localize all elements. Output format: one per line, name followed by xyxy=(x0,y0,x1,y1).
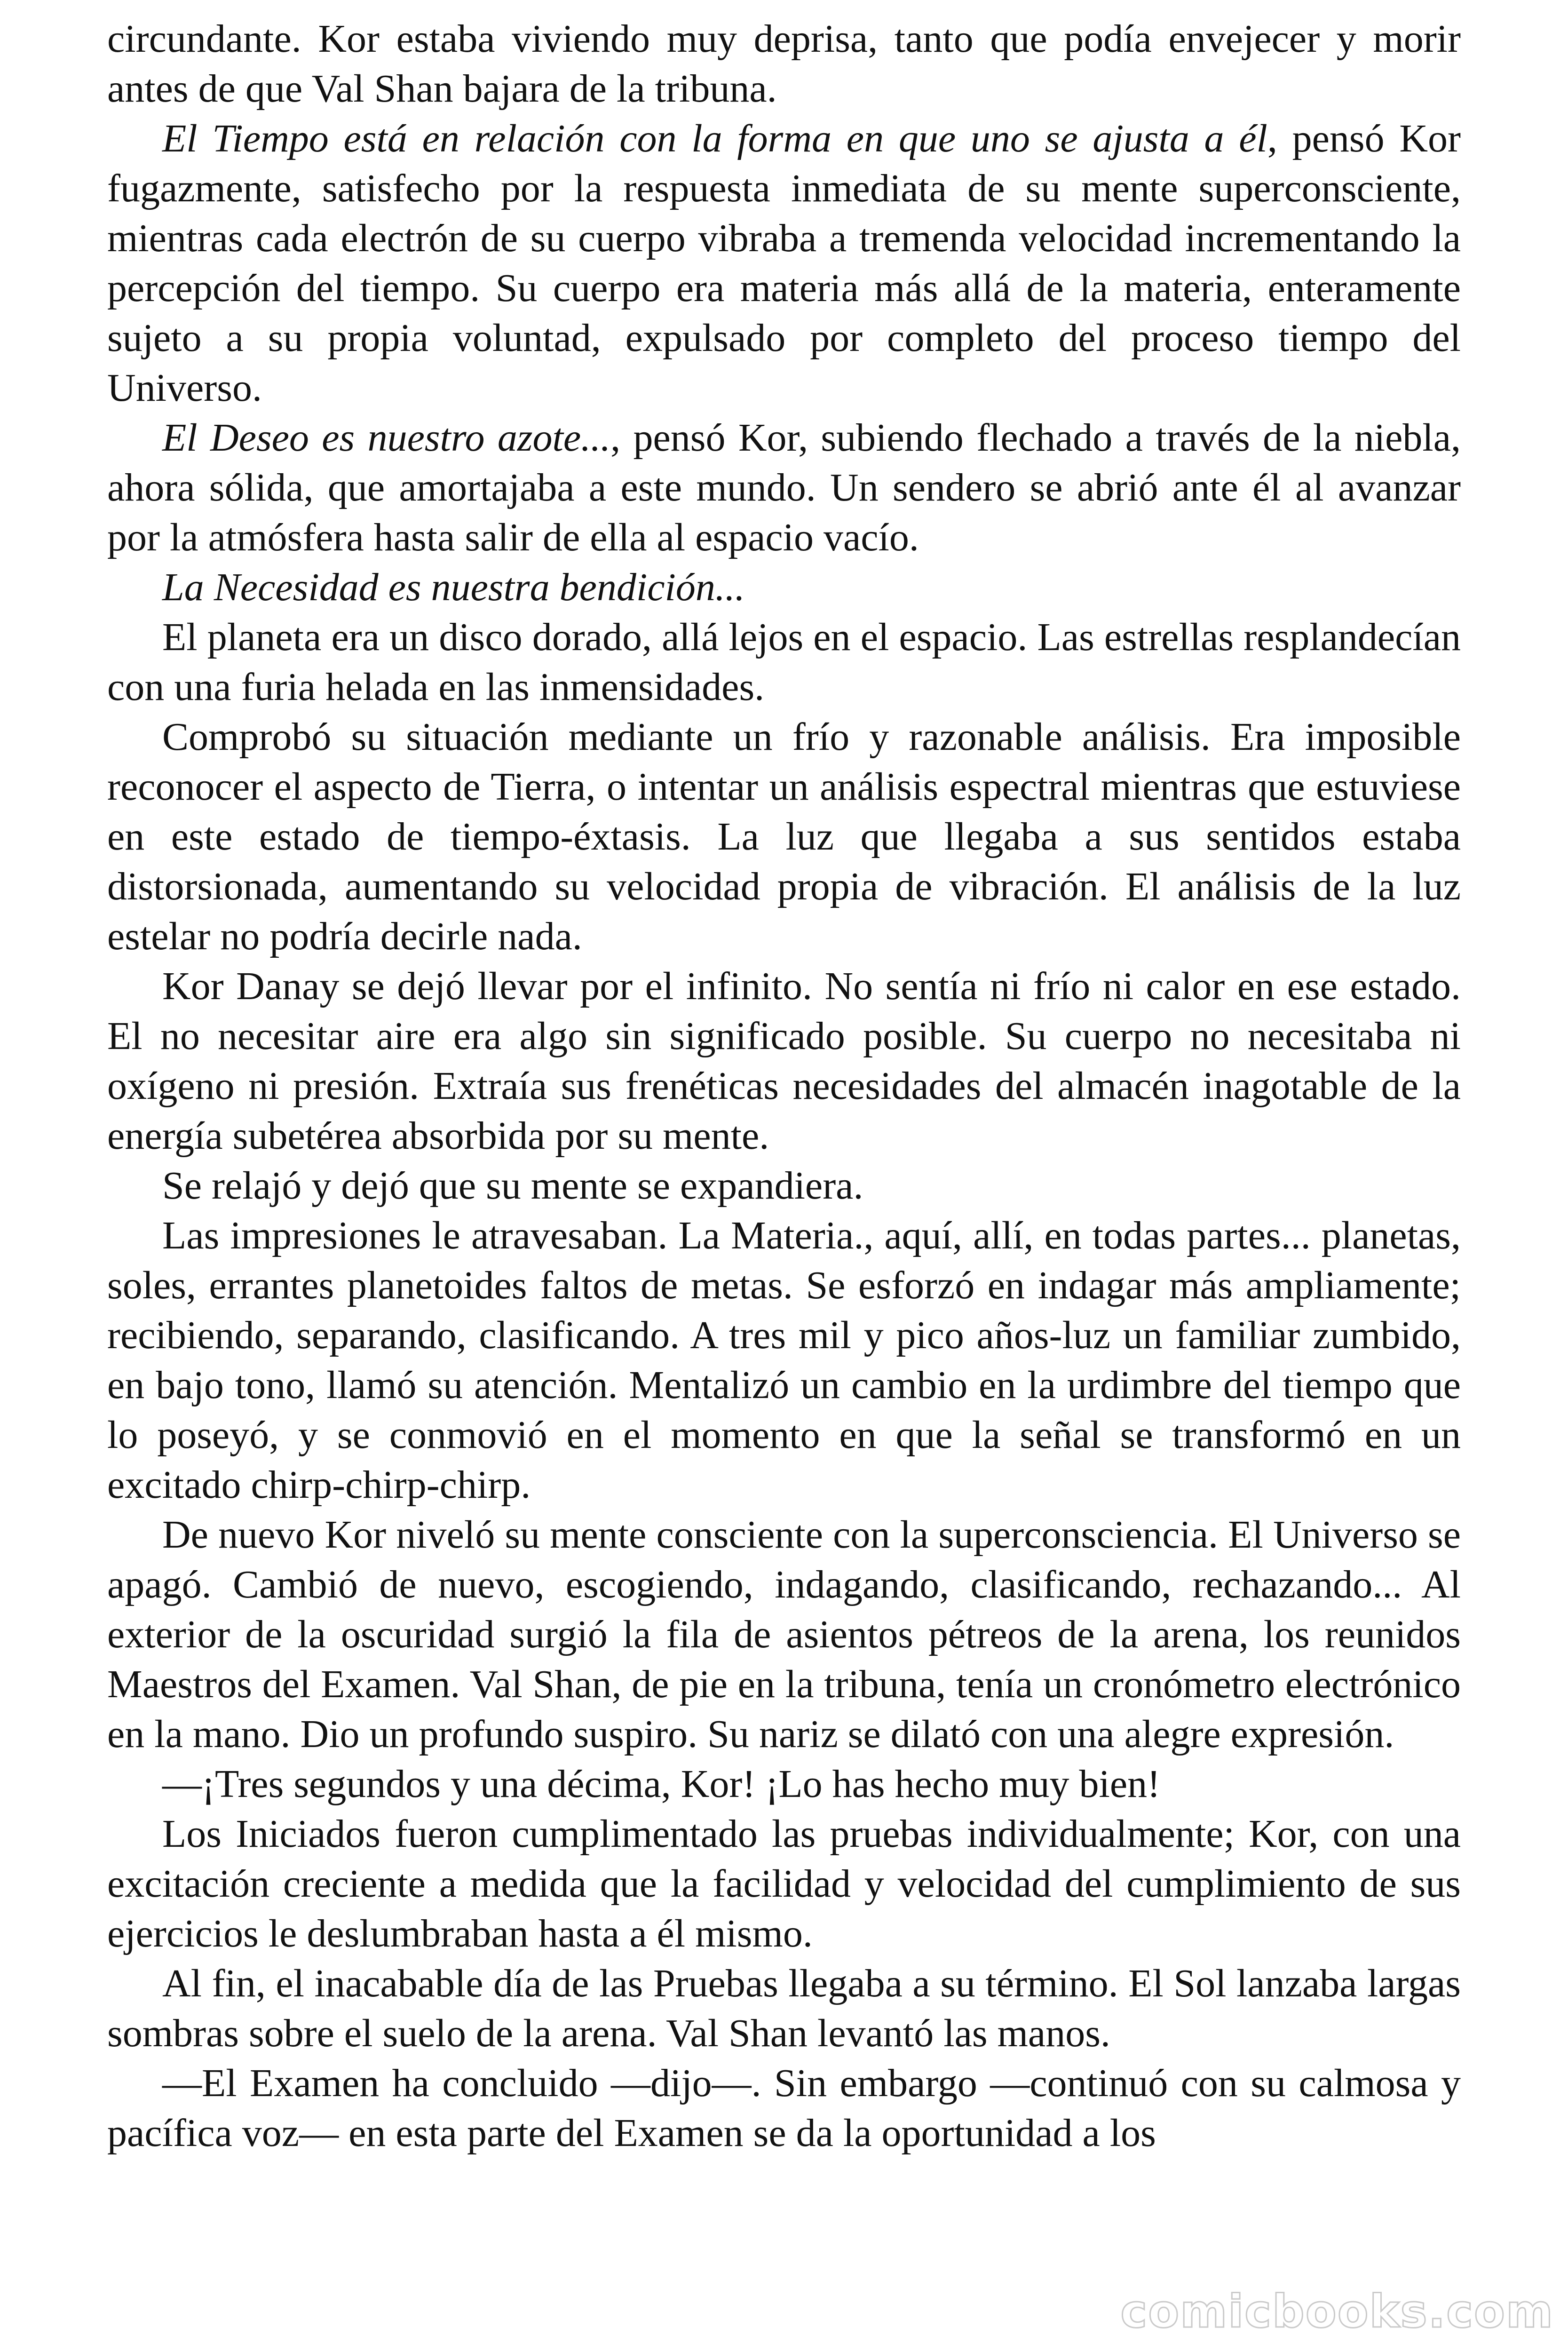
text-run: —¡Tres segundos y una décima, Kor! ¡Lo has hecho muy bien! xyxy=(162,1762,1161,1806)
paragraph xyxy=(107,712,1461,961)
text-run: Se relajó y dejó que su mente se expandiera. xyxy=(162,1164,863,1208)
paragraph xyxy=(107,413,1461,563)
paragraph xyxy=(107,1959,1461,2058)
book-page xyxy=(107,14,1461,2158)
text-run: , pensó Kor, subiendo flechado a través de la niebla, ahora sólida, que amortajaba a este mundo. Un sendero se abrió ante él al avanzar por la atmósfera hasta salir de ella al espacio vacío. xyxy=(107,416,1461,559)
italic-text-run: La Necesidad es nuestra bendición... xyxy=(162,565,745,609)
paragraph xyxy=(107,1809,1461,1959)
text-run: Comprobó su situación mediante un frío y razonable análisis. Era imposible reconocer el aspecto de Tierra, o intentar un análisis espectral mientras que estuviese en este estado de tiempo-éxtasis. La luz que llegaba a sus sentidos estaba distorsionada, aumentando su velocidad propia de vibración. El análisis de la luz estelar no podría decirle nada. xyxy=(107,715,1461,958)
italic-text-run: El Tiempo está en relación con la forma en que uno se ajusta a él xyxy=(162,117,1267,160)
paragraph xyxy=(107,1211,1461,1510)
page-text-body xyxy=(107,14,1461,2158)
paragraph xyxy=(107,1510,1461,1759)
text-run: De nuevo Kor niveló su mente consciente con la superconsciencia. El Universo se apagó. Cambió de nuevo, escogiendo, indagando, clasificando, rechazando... Al exterior de la oscuridad surgió la fila de asientos pétreos de la arena, los reunidos Maestros del Examen. Val Shan, de pie en la tribuna, tenía un cronómetro electrónico en la mano. Dio un profundo suspiro. Su nariz se dilató con una alegre expresión. xyxy=(107,1513,1461,1756)
paragraph xyxy=(107,612,1461,712)
paragraph xyxy=(107,14,1461,114)
text-run: Al fin, el inacabable día de las Pruebas llegaba a su término. El Sol lanzaba largas sombras sobre el suelo de la arena. Val Shan levantó las manos. xyxy=(107,1962,1461,2055)
paragraph xyxy=(107,114,1461,413)
text-run: Los Iniciados fueron cumplimentado las pruebas individualmente; Kor, con una excitación creciente a medida que la facilidad y velocidad del cumplimiento de sus ejercicios le deslumbraban hasta a él mismo. xyxy=(107,1812,1461,1955)
paragraph xyxy=(107,2058,1461,2158)
paragraph xyxy=(107,1759,1461,1809)
paragraph xyxy=(107,961,1461,1161)
text-run: , pensó Kor fugazmente, satisfecho por la respuesta inmediata de su mente superconsciente, mientras cada electrón de su cuerpo vibraba a tremenda velocidad incrementando la percepción del tiempo. Su cuerpo era materia más allá de la materia, enteramente sujeto a su propia voluntad, expulsado por completo del proceso tiempo del Universo. xyxy=(107,117,1461,410)
text-run: —El Examen ha concluido —dijo—. Sin embargo —continuó con su calmosa y pacífica voz— en esta parte del Examen se da la oportunidad a los xyxy=(107,2061,1461,2155)
text-run: circundante. Kor estaba viviendo muy deprisa, tanto que podía envejecer y morir antes de que Val Shan bajara de la tribuna. xyxy=(107,17,1461,111)
text-run: El planeta era un disco dorado, allá lejos en el espacio. Las estrellas resplandecían con una furia helada en las inmensidades. xyxy=(107,615,1461,709)
text-run: Las impresiones le atravesaban. La Materia., aquí, allí, en todas partes... planetas, soles, errantes planetoides faltos de metas. Se esforzó en indagar más ampliamente; recibiendo, separando, clasificando. A tres mil y pico años-luz un familiar zumbido, en bajo tono, llamó su atención. Mentalizó un cambio en la urdimbre del tiempo que lo poseyó, y se conmovió en el momento en que la señal se transformó en un excitado chirp-chirp-chirp. xyxy=(107,1214,1461,1507)
paragraph xyxy=(107,1161,1461,1211)
watermark-logo: comicbooks.com xyxy=(1120,2285,1554,2338)
italic-text-run: El Deseo es nuestro azote... xyxy=(162,416,611,460)
paragraph xyxy=(107,563,1461,612)
text-run: Kor Danay se dejó llevar por el infinito. No sentía ni frío ni calor en ese estado. El no necesitar aire era algo sin significado posible. Su cuerpo no necesitaba ni oxígeno ni presión. Extraía sus frenéticas necesidades del almacén inagotable de la energía subetérea absorbida por su mente. xyxy=(107,964,1461,1158)
